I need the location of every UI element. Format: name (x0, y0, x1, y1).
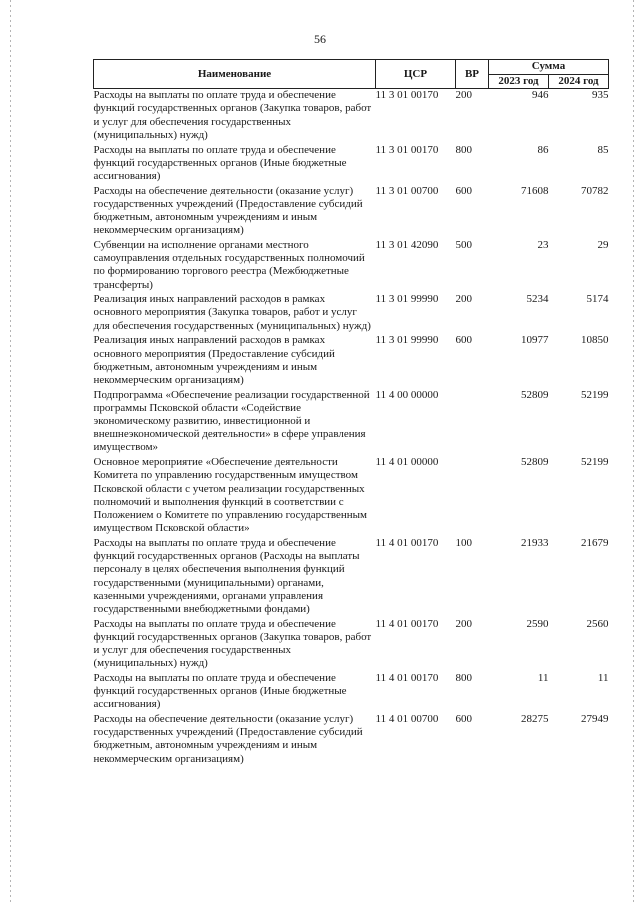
row-name: Основное мероприятие «Обеспечение деятельности Комитета по управлению государственным имуществом Псковской области с учетом реализации государственных полномочий и выполнения функций в соответствии с Положением о Комитете по управлению государственным имуществом Псковской области» (93, 456, 367, 535)
row-sum-2024: 85 (597, 143, 609, 156)
row-vr: 800 (455, 143, 472, 156)
row-sum-2024: 935 (592, 89, 609, 102)
scan-edge-right (633, 0, 634, 905)
table-row (94, 293, 609, 334)
table-row (94, 672, 609, 713)
table-row (94, 239, 609, 293)
row-sum-2023: 2590 (526, 617, 549, 630)
table-row (94, 89, 609, 144)
row-sum-2024: 2560 (586, 617, 609, 630)
row-sum-2023: 71608 (521, 184, 549, 197)
row-csr: 11 4 00 00000 (375, 388, 439, 401)
row-sum-2024: 52199 (581, 388, 609, 401)
row-csr: 11 3 01 00170 (375, 89, 439, 102)
row-csr: 11 3 01 00700 (375, 184, 439, 197)
row-name: Расходы на выплаты по оплате труда и обеспечение функций государственных органов (Закупка товаров, работ и услуг для обеспечения государственных (муниципальных) нужд) (93, 89, 372, 141)
header-name: Наименование (94, 60, 376, 89)
row-name: Расходы на выплаты по оплате труда и обеспечение функций государственных органов (Расходы на выплаты персоналу в целях обеспечения выполнения функций государственными (муниципальными) органами, казенными учреждениями, органами управления государственными внебюджетными фондами) (93, 536, 360, 615)
row-vr: 600 (455, 184, 472, 197)
row-name: Реализация иных направлений расходов в рамках основного мероприятия (Предоставление субсидий бюджетным, автономным учреждениям и иным некоммерческим организациям) (93, 334, 335, 386)
row-csr: 11 4 01 00170 (375, 671, 439, 684)
row-vr: 100 (455, 536, 472, 549)
row-sum-2023: 21933 (521, 536, 549, 549)
table-row (94, 537, 609, 618)
row-vr: 600 (455, 334, 472, 347)
table-row (94, 389, 609, 457)
row-sum-2024: 21679 (581, 536, 609, 549)
row-sum-2024: 5174 (586, 293, 609, 306)
row-vr: 200 (455, 89, 472, 102)
row-csr: 11 3 01 99990 (375, 293, 439, 306)
row-csr: 11 4 01 00170 (375, 536, 439, 549)
row-vr: 600 (455, 713, 472, 726)
row-vr: 200 (455, 617, 472, 630)
header-csr: ЦСР (376, 60, 456, 89)
row-name: Расходы на обеспечение деятельности (оказание услуг) государственных учреждений (Предоставление субсидий бюджетным, автономным учреждениям и иным некоммерческим организациям) (93, 713, 363, 765)
row-sum-2023: 10977 (521, 334, 549, 347)
row-csr: 11 4 01 00170 (375, 617, 439, 630)
row-sum-2024: 27949 (581, 713, 609, 726)
table-row (94, 713, 609, 767)
row-sum-2024: 10850 (581, 334, 609, 347)
row-name: Подпрограмма «Обеспечение реализации государственной программы Псковской области «Содействие экономическому развитию, инвестиционной и внешнеэкономической деятельности» в сфере управления имуществом» (93, 388, 370, 454)
table-header (94, 60, 609, 89)
row-name: Субвенции на исполнение органами местного самоуправления отдельных государственных полномочий по формированию торгового реестра (Межбюджетные трансферты) (93, 238, 365, 291)
row-csr: 11 3 01 42090 (375, 238, 439, 251)
scan-edge-left (10, 0, 11, 905)
table-row (94, 456, 609, 537)
row-vr (456, 389, 489, 457)
row-name: Реализация иных направлений расходов в рамках основного мероприятия (Закупка товаров, работ и услуг для обеспечения государственных (муниципальных) нужд) (93, 293, 371, 332)
row-vr: 200 (455, 293, 472, 306)
page-number: 56 (314, 32, 326, 46)
row-sum-2024: 11 (597, 671, 609, 684)
header-vr: ВР (456, 60, 489, 89)
row-sum-2023: 5234 (526, 293, 549, 306)
row-csr: 11 4 01 00700 (375, 713, 439, 726)
row-vr: 500 (455, 238, 472, 251)
row-vr (456, 456, 489, 537)
row-sum-2023: 52809 (521, 456, 549, 469)
row-name: Расходы на обеспечение деятельности (оказание услуг) государственных учреждений (Предоставление субсидий бюджетным, автономным учреждениям и иным некоммерческим организациям) (93, 184, 363, 237)
row-sum-2023: 52809 (521, 388, 549, 401)
row-csr: 11 3 01 99990 (375, 334, 439, 347)
table-row (94, 334, 609, 388)
row-sum-2024: 29 (597, 238, 609, 251)
row-sum-2023: 23 (537, 238, 549, 251)
table-row (94, 144, 609, 185)
row-name: Расходы на выплаты по оплате труда и обеспечение функций государственных органов (Иные бюджетные ассигнования) (93, 671, 347, 711)
row-sum-2023: 11 (537, 671, 549, 684)
table-body (94, 89, 609, 768)
row-sum-2024: 70782 (581, 184, 609, 197)
row-vr: 800 (455, 671, 472, 684)
row-name: Расходы на выплаты по оплате труда и обеспечение функций государственных органов (Закупка товаров, работ и услуг для обеспечения государственных (муниципальных) нужд) (93, 617, 372, 670)
row-sum-2024: 52199 (581, 456, 609, 469)
header-year-2024: 2024 год (549, 75, 609, 89)
budget-table (93, 59, 609, 767)
row-csr: 11 3 01 00170 (375, 143, 439, 156)
row-sum-2023: 946 (532, 89, 549, 102)
row-sum-2023: 28275 (521, 713, 549, 726)
table-row (94, 185, 609, 239)
row-name: Расходы на выплаты по оплате труда и обеспечение функций государственных органов (Иные бюджетные ассигнования) (93, 143, 347, 182)
header-sum: Сумма (489, 60, 609, 75)
header-year-2023: 2023 год (489, 75, 549, 89)
table-row (94, 618, 609, 672)
row-sum-2023: 86 (537, 143, 549, 156)
row-csr: 11 4 01 00000 (375, 456, 439, 469)
